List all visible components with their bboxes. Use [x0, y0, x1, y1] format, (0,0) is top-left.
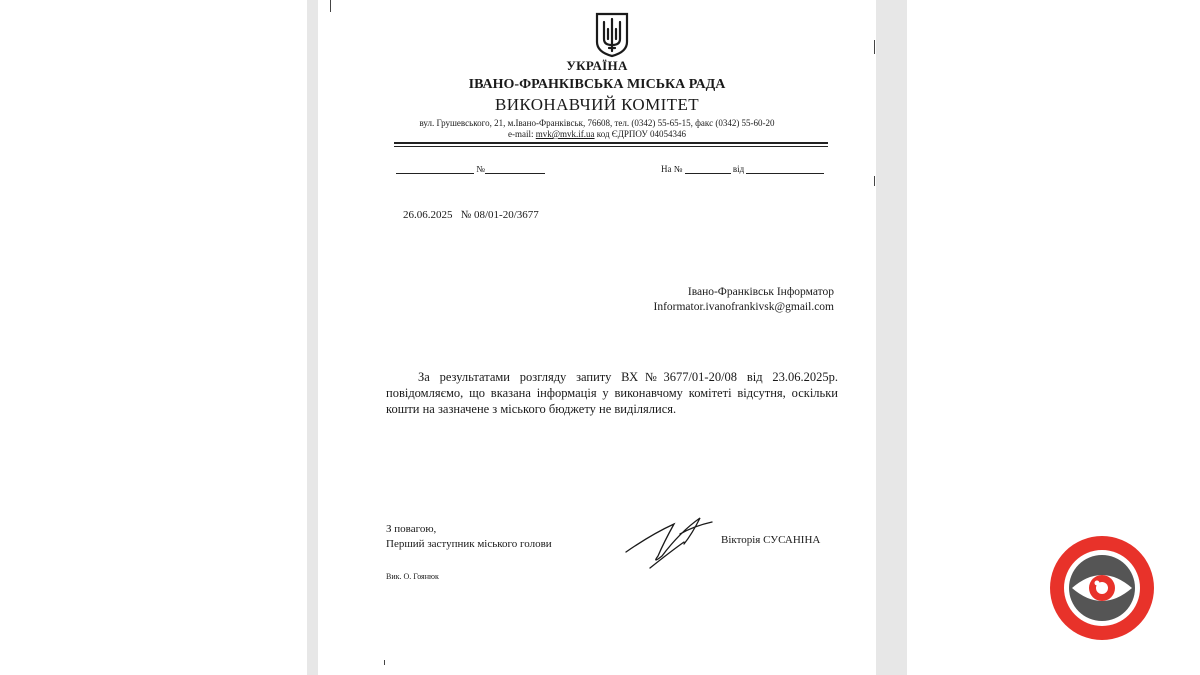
signature-block [386, 522, 552, 552]
blank-field [396, 164, 474, 174]
scan-mark [384, 660, 385, 665]
recipient-block [654, 285, 835, 315]
body-paragraph: За результатами розгляду запиту ВХ№3677/01-20/08 від 23.06.2025р. повідомляємо, що вказана інформація у виконавчому комітеті відсутня, оскільки кошти на зазначене з міського бюджету не виділялися. [386, 370, 838, 416]
letterhead-divider [394, 142, 828, 144]
recipient-email: Informator.ivanofrankivsk@gmail.com [653, 301, 834, 313]
date-label: від [732, 164, 745, 174]
letterhead-contacts [318, 129, 876, 139]
signatory-name: Вікторія СУСАНІНА [721, 534, 821, 546]
email-label: e-mail: [508, 129, 534, 139]
registration-incoming [661, 164, 824, 174]
blank-field [746, 164, 824, 174]
outgoing-date: 26.06.2025 [403, 209, 453, 221]
handwritten-signature [622, 512, 718, 572]
closing-regards: З повагою, [386, 523, 437, 535]
letterhead-committee: ВИКОНАВЧИЙ КОМІТЕТ [494, 95, 700, 114]
blank-field [685, 164, 731, 174]
eye-logo-icon [1048, 534, 1156, 642]
scan-mark [874, 176, 875, 186]
outgoing-number: № 08/01-20/3677 [460, 209, 539, 221]
executor-note: Вик. О. Гоянюк [386, 572, 439, 581]
in-reply-label: На № [661, 164, 683, 174]
email-link[interactable]: mvk@mvk.if.ua [535, 129, 595, 139]
registration-outgoing [396, 164, 545, 174]
document-page [318, 0, 876, 675]
scan-mark [330, 0, 331, 12]
number-label: № [476, 164, 485, 174]
letterhead-country: УКРАЇНА [566, 58, 628, 73]
signatory-position: Перший заступник міського голови [386, 538, 552, 550]
edrpou-code: код ЄДРПОУ 04054346 [596, 129, 686, 139]
blank-field [485, 164, 545, 174]
coat-of-arms-icon [595, 12, 629, 58]
outgoing-registration [403, 209, 539, 221]
letterhead-divider [394, 146, 828, 147]
letter-body [386, 369, 838, 417]
letterhead-council: ІВАНО-ФРАНКІВСЬКА МІСЬКА РАДА [468, 77, 726, 92]
recipient-name: Івано-Франківськ Інформатор [687, 286, 834, 298]
scan-mark [874, 40, 875, 54]
letterhead-address: вул. Грушевського, 21, м.Івано-Франківськ, 76608, тел. (0342) 55-65-15, факс (0342) 55-60-20 [419, 118, 775, 128]
